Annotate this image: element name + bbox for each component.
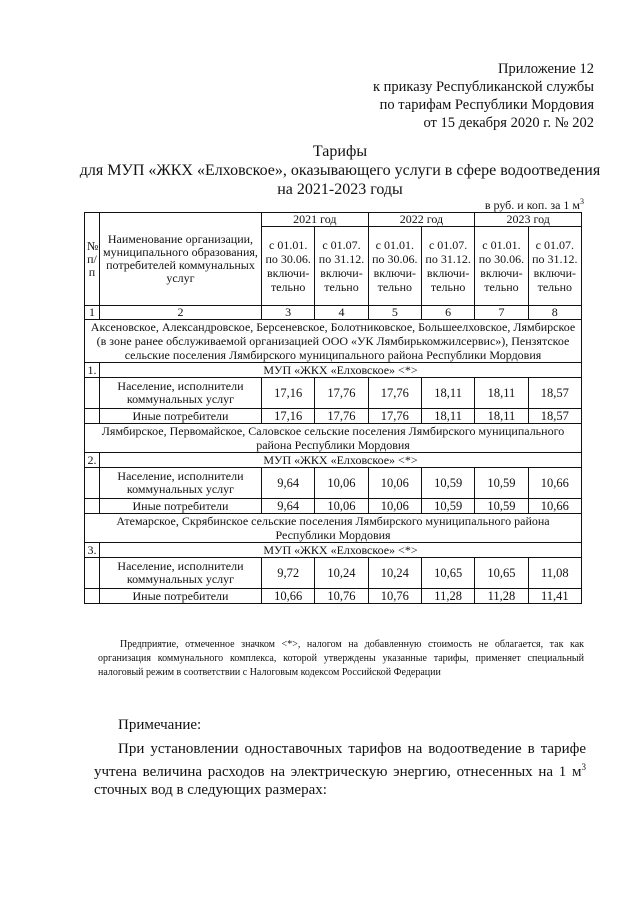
column-number: 6 — [421, 306, 474, 320]
tariff-value: 18,11 — [421, 409, 474, 424]
tariff-value: 10,06 — [368, 499, 421, 514]
org-name: МУП «ЖКХ «Елховское» <*> — [99, 363, 581, 378]
org-row — [85, 543, 582, 558]
tariff-value: 10,65 — [475, 558, 528, 589]
order-issuer-line1: к приказу Республиканской службы — [372, 79, 594, 95]
unit-label — [485, 197, 584, 213]
tariff-value: 10,24 — [315, 558, 368, 589]
empty-cell — [85, 589, 100, 604]
consumer-name: Иные потребители — [99, 589, 261, 604]
table-row — [85, 409, 582, 424]
tariff-value: 10,59 — [421, 468, 474, 499]
tariff-value: 10,66 — [262, 589, 315, 604]
document-title — [60, 142, 620, 199]
org-row — [85, 363, 582, 378]
note-text-end: сточных вод в следующих размерах: — [94, 782, 327, 798]
tariff-value: 17,76 — [368, 378, 421, 409]
tariff-value: 10,06 — [315, 468, 368, 499]
tariff-value: 10,76 — [368, 589, 421, 604]
tariff-value: 18,11 — [421, 378, 474, 409]
order-date: от 15 декабря 2020 г. № 202 — [423, 115, 594, 131]
header-year-2023: 2023 год — [475, 213, 582, 227]
tariff-value: 9,72 — [262, 558, 315, 589]
tariff-value: 11,08 — [528, 558, 581, 589]
tariff-value: 10,66 — [528, 468, 581, 499]
appendix-header — [373, 60, 594, 132]
unit-sup: 3 — [580, 197, 584, 206]
region-row — [85, 514, 582, 543]
header-year-2021: 2021 год — [262, 213, 369, 227]
table-row — [85, 589, 582, 604]
consumer-name: Иные потребители — [99, 499, 261, 514]
tariff-value: 9,64 — [262, 499, 315, 514]
table-row — [85, 378, 582, 409]
tariff-value: 10,76 — [315, 589, 368, 604]
tariff-value: 10,59 — [475, 468, 528, 499]
tariff-value: 17,16 — [262, 409, 315, 424]
tariff-value: 18,57 — [528, 378, 581, 409]
tariff-value: 10,59 — [475, 499, 528, 514]
table-row — [85, 499, 582, 514]
tariffs-table — [84, 212, 582, 604]
header-year-2022: 2022 год — [368, 213, 475, 227]
region-name: Аксеновское, Александровское, Берсеневское, Болотниковское, Большеелховское, Лямбирское (в зоне ранее обслуживаемой организацией ООО «УК Лямбирькомжилсервис»), Пензятское сельские поселения Лямбирского муниципального района Республики Мордовия — [85, 320, 582, 363]
region-name: Лямбирское, Первомайское, Саловское сельские поселения Лямбирского муниципального района Республики Мордовия — [85, 424, 582, 453]
header-name: Наименование организации, муниципального образования, потребителей коммунальных услуг — [99, 213, 261, 306]
tariff-value: 18,11 — [475, 409, 528, 424]
header-period: с 01.01. по 30.06. включи-тельно — [475, 227, 528, 306]
region-name: Атемарское, Скрябинское сельские поселения Лямбирского муниципального района Республики Мордовия — [85, 514, 582, 543]
tariff-value: 10,06 — [315, 499, 368, 514]
empty-cell — [85, 468, 100, 499]
tariff-value: 17,16 — [262, 378, 315, 409]
tariff-value: 10,24 — [368, 558, 421, 589]
tariff-value: 17,76 — [315, 409, 368, 424]
region-row — [85, 424, 582, 453]
tariff-value: 10,06 — [368, 468, 421, 499]
unit-text: в руб. и коп. за 1 м — [484, 198, 580, 212]
consumer-name: Иные потребители — [99, 409, 261, 424]
order-issuer-line2: по тарифам Республики Мордовия — [379, 97, 594, 113]
org-name: МУП «ЖКХ «Елховское» <*> — [99, 543, 581, 558]
column-number: 5 — [368, 306, 421, 320]
tariff-value: 11,41 — [528, 589, 581, 604]
column-number: 8 — [528, 306, 581, 320]
header-period: с 01.01. по 30.06. включи-тельно — [368, 227, 421, 306]
table-row — [85, 468, 582, 499]
header-num: № п/ п — [85, 213, 100, 306]
note-text — [94, 740, 586, 799]
column-number: 7 — [475, 306, 528, 320]
header-period: с 01.07. по 31.12. включи-тельно — [315, 227, 368, 306]
tariff-value: 9,64 — [262, 468, 315, 499]
row-number: 3. — [85, 543, 100, 558]
org-name: МУП «ЖКХ «Елховское» <*> — [99, 453, 581, 468]
tariff-value: 18,11 — [475, 378, 528, 409]
tariff-value: 11,28 — [421, 589, 474, 604]
tariff-value: 18,57 — [528, 409, 581, 424]
tariff-value: 17,76 — [368, 409, 421, 424]
note-text-main: При установлении одноставочных тарифов на водоотведение в тарифе учтена величина расходов на электрическую энергию, отнесенных на 1 м — [94, 741, 586, 780]
header-period: с 01.07. по 31.12. включи-тельно — [421, 227, 474, 306]
column-number: 2 — [99, 306, 261, 320]
note-text-sup: 3 — [581, 762, 586, 772]
tariff-value: 10,59 — [421, 499, 474, 514]
column-number: 4 — [315, 306, 368, 320]
header-period: с 01.01. по 30.06. включи-тельно — [262, 227, 315, 306]
vat-footnote: Предприятие, отмеченное значком <*>, налогом на добавленную стоимость не облагается, так как организация коммунального комплекса, которой утверждены указанные тарифы, применяет специальный налоговый режим в соответствии с Налоговым кодексом Российской Федерации — [98, 639, 584, 678]
consumer-name: Население, исполнители коммунальных услуг — [99, 558, 261, 589]
row-number: 1. — [85, 363, 100, 378]
title-main: Тарифы — [312, 143, 368, 160]
empty-cell — [85, 558, 100, 589]
empty-cell — [85, 499, 100, 514]
table-row — [85, 558, 582, 589]
title-subject: для МУП «ЖКХ «Елховское», оказывающего услуги в сфере водоотведения — [79, 162, 601, 179]
tariff-value: 10,65 — [421, 558, 474, 589]
tariff-value: 10,66 — [528, 499, 581, 514]
appendix-number: Приложение 12 — [498, 61, 594, 77]
region-row — [85, 320, 582, 363]
column-number: 3 — [262, 306, 315, 320]
title-period: на 2021-2023 годы — [277, 181, 403, 198]
tariff-value: 17,76 — [315, 378, 368, 409]
empty-cell — [85, 378, 100, 409]
consumer-name: Население, исполнители коммунальных услуг — [99, 378, 261, 409]
empty-cell — [85, 409, 100, 424]
org-row — [85, 453, 582, 468]
consumer-name: Население, исполнители коммунальных услуг — [99, 468, 261, 499]
row-number: 2. — [85, 453, 100, 468]
column-number: 1 — [85, 306, 100, 320]
header-period: с 01.07. по 31.12. включи-тельно — [528, 227, 581, 306]
tariff-value: 11,28 — [475, 589, 528, 604]
note-title: Примечание: — [118, 717, 202, 733]
